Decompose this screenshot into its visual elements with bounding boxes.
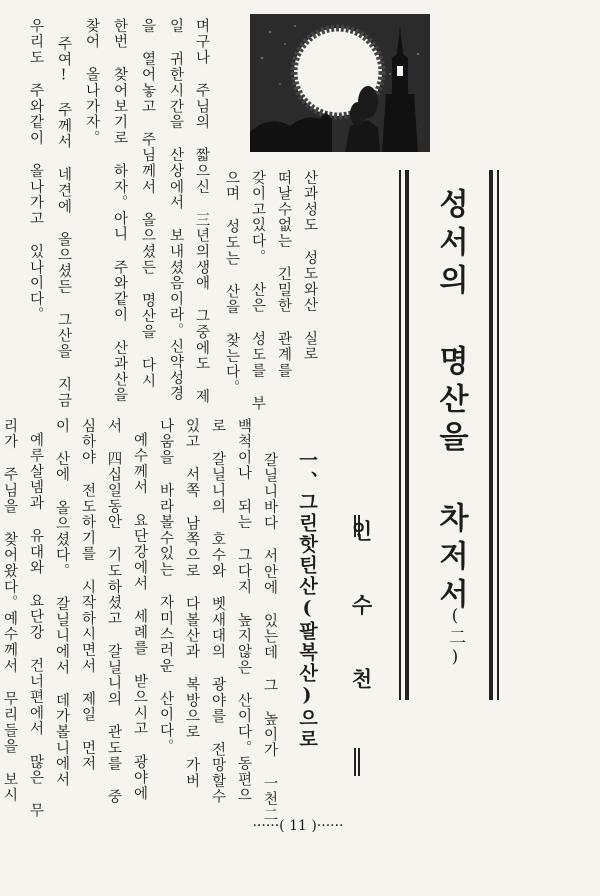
page-title: 성서의 명산을 차저서	[433, 188, 468, 616]
body-line: 한번 찾어보기로 하자。아니 주와같이 산과산을	[111, 18, 128, 404]
section-line: 예수께서 요단강에서 세례를 받으시고 광야에	[131, 432, 148, 802]
page-number: ······( 11 )······	[252, 818, 344, 834]
header-illustration	[250, 14, 430, 152]
body-line: 찾어 올나가자。	[83, 18, 100, 146]
intro-heading: 산과성도	[301, 170, 318, 234]
title-number: (二)	[445, 606, 465, 669]
author-mark-bottom-2	[358, 748, 360, 776]
intro-line: 으며 성도는 산을 찾는다。	[223, 170, 240, 396]
author-mark-bottom	[354, 748, 356, 776]
section-line: 나움을 바라볼수있는 자미스러운 산이다。	[157, 418, 174, 755]
intro-line: 성도와산 실로	[301, 250, 318, 363]
section-line: 이 산에 올으셨다。 갈닐니에서 데가볼니에서	[53, 418, 70, 788]
body-line: 며구나 주님의 짧으신 三년의생애 그중에도 제	[193, 18, 210, 405]
section-line: 로 갈닐니의 호수와 벳새대의 광야를 전망할수	[209, 418, 226, 805]
section-line: 심하야 전도하기를 시작하시면서 제일 먼저	[79, 418, 96, 772]
body-line: 일 귀한시간을 산상에서 보내셨음이라。신약성경	[167, 18, 184, 402]
body-line: 을 열어놓고 주님께서 올으셨든 명산을 다시	[139, 18, 156, 389]
section-line: 예루살넴과 유대와 요단강 건너편에서 많은 무	[27, 432, 44, 819]
author-name: 인 수 천	[349, 520, 374, 703]
body-line: 우리도 주와같이 올나가고 있나이다。	[27, 18, 44, 323]
section-heading: 一、그린핫틴산(팔복산)으로	[296, 450, 318, 750]
section-line: 있고 서쪽 남쪽으로 다볼산과 복방으로 가버	[183, 418, 200, 789]
body-line: 주여! 주께서 네견에 올으셨든 그산을 지금	[55, 36, 72, 409]
intro-line: 갖이고있다。 산은 성도를 부	[249, 170, 266, 412]
section-line: 갈닐니바다 서안에 있는데 그 높이가 一천二	[261, 452, 278, 823]
section-line: 서 四십일동안 기도하셨고 갈닐니의 관도를 중	[105, 418, 122, 805]
intro-line: 떠날수없는 긴밀한 관계를	[275, 170, 292, 379]
section-line: 백척이나 되는 그다지 높지않은 산이다。동편으	[235, 418, 252, 804]
section-line: 리가 주님을 찾어왔다。예수께서 무리들을 보시	[1, 418, 18, 804]
title-box	[399, 170, 499, 700]
